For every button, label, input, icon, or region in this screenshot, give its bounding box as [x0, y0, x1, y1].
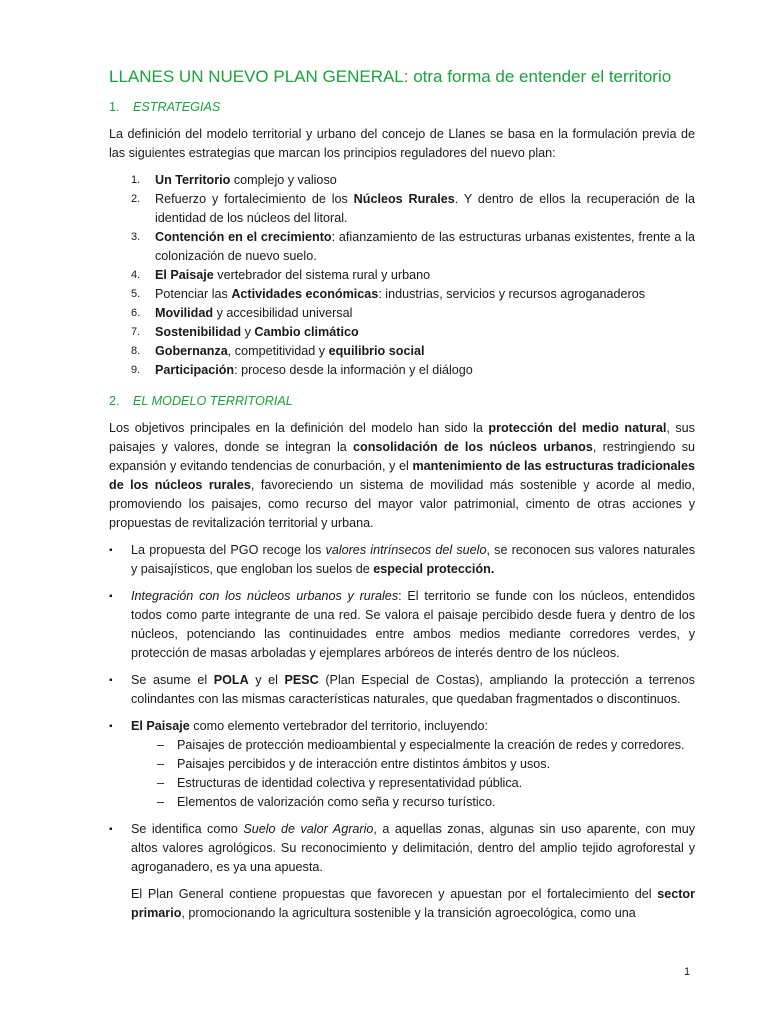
list-item: 8. Gobernanza, competitividad y equilibrio social [131, 344, 425, 358]
list-item: 3. Contención en el crecimiento: afianzamiento de las estructuras urbanas existentes, frente a la colonización de nuevo suelo. [131, 230, 695, 263]
dash-icon: – [157, 795, 165, 809]
sublist-item: – Elementos de valorización como seña y recurso turístico. [157, 793, 695, 812]
bullet-icon: ▪ [109, 591, 113, 602]
list-item: 2. Refuerzo y fortalecimiento de los Núcleos Rurales. Y dentro de ellos la recuperación de la identidad de los núcleos del litoral. [131, 192, 695, 225]
page-number: 1 [684, 966, 691, 978]
list-item: 6. Movilidad y accesibilidad universal [131, 306, 353, 320]
list-item: 4. El Paisaje vertebrador del sistema rural y urbano [131, 268, 431, 282]
section-title: EL MODELO TERRITORIAL [133, 394, 293, 408]
list-item: 7. Sostenibilidad y Cambio climático [131, 325, 359, 339]
list-item: 9. Participación: proceso desde la información y el diálogo [131, 363, 473, 377]
bullet-icon: ▪ [109, 675, 113, 686]
closing-paragraph: El Plan General contiene propuestas que favorecen y apuestan por el fortalecimiento del sector primario, promocionando la agricultura sostenible y la transición agroecológica, como una [131, 887, 695, 920]
landscape-sublist [131, 736, 695, 812]
page-title: LLANES UN NUEVO PLAN GENERAL: otra forma de entender el territorio [109, 67, 672, 86]
sublist-item: – Estructuras de identidad colectiva y representatividad pública. [157, 774, 695, 793]
section-number: 2. [109, 394, 120, 408]
dash-icon: – [157, 776, 165, 790]
section-title: ESTRATEGIAS [133, 100, 221, 114]
document-page [109, 66, 695, 923]
list-item: 5. Potenciar las Actividades económicas: industrias, servicios y recursos agroganaderos [131, 287, 646, 301]
list-item: ▪ Integración con los núcleos urbanos y rurales: El territorio se funde con los núcleos, entendidos todos como parte integrante de una red. Se valora el paisaje percibido desde fuera y dentro de los núcleos, potenciando las continuidades entre ambos medios mediante corredores verdes, y protección de masas arboladas y ejemplares arbóreos de interés dentro de los núcleos. [109, 589, 696, 660]
list-item: ▪ El Paisaje como elemento vertebrador del territorio, incluyendo: – Paisajes de protección medioambiental y especialmente la creación de redes y corredores. – Paisajes percibidos y de interacción entre distintos ámbitos y usos. – Estructuras de identidad colectiva y representatividad pública. – Elementos de valorización como seña y recurso turístico. [131, 717, 695, 812]
section-number: 1. [109, 100, 120, 114]
model-paragraph: Los objetivos principales en la definición del modelo han sido la protección del medio natural, sus paisajes y valores, donde se integran la consolidación de los núcleos urbanos, restringiendo su expansión y evitando tendencias de conurbación, y el mantenimiento de las estructuras tradicionales de los núcleos rurales, favoreciendo un sistema de movilidad más sostenible y acorde al medio, promoviendo los paisajes, como recurso del mayor valor patrimonial, cimento de otras acciones y propuestas de revitalización territorial y urbana. [109, 421, 696, 530]
section-heading-estrategias [109, 98, 695, 117]
list-item: ▪ Se identifica como Suelo de valor Agrario, a aquellas zonas, algunas sin uso aparente, con muy altos valores agrológicos. Su reconocimiento y delimitación, dentro del amplio tejido agroforestal y agroganadero, es ya una apuesta. [109, 822, 695, 874]
list-item: ▪ Se asume el POLA y el PESC (Plan Especial de Costas), ampliando la protección a terrenos colindantes con las mismas características naturales, que quedaban fragmentados o discontinuos. [109, 673, 695, 706]
section-heading-modelo-territorial [109, 392, 695, 411]
model-bullet-list [109, 541, 695, 877]
bullet-icon: ▪ [109, 721, 113, 732]
strategies-list [109, 171, 695, 380]
sublist-item: – Paisajes de protección medioambiental y especialmente la creación de redes y corredores. [157, 736, 695, 755]
bullet-icon: ▪ [109, 824, 113, 835]
bullet-icon: ▪ [109, 545, 113, 556]
sublist-item: – Paisajes percibidos y de interacción entre distintos ámbitos y usos. [157, 755, 695, 774]
list-item: 1. Un Territorio complejo y valioso [131, 173, 337, 187]
list-item: ▪ La propuesta del PGO recoge los valores intrínsecos del suelo, se reconocen sus valores naturales y paisajísticos, que engloban los suelos de especial protección. [109, 543, 695, 576]
strategies-intro: La definición del modelo territorial y urbano del concejo de Llanes se basa en la formulación previa de las siguientes estrategias que marcan los principios reguladores del nuevo plan: [109, 127, 695, 160]
dash-icon: – [157, 738, 165, 752]
dash-icon: – [157, 757, 165, 771]
